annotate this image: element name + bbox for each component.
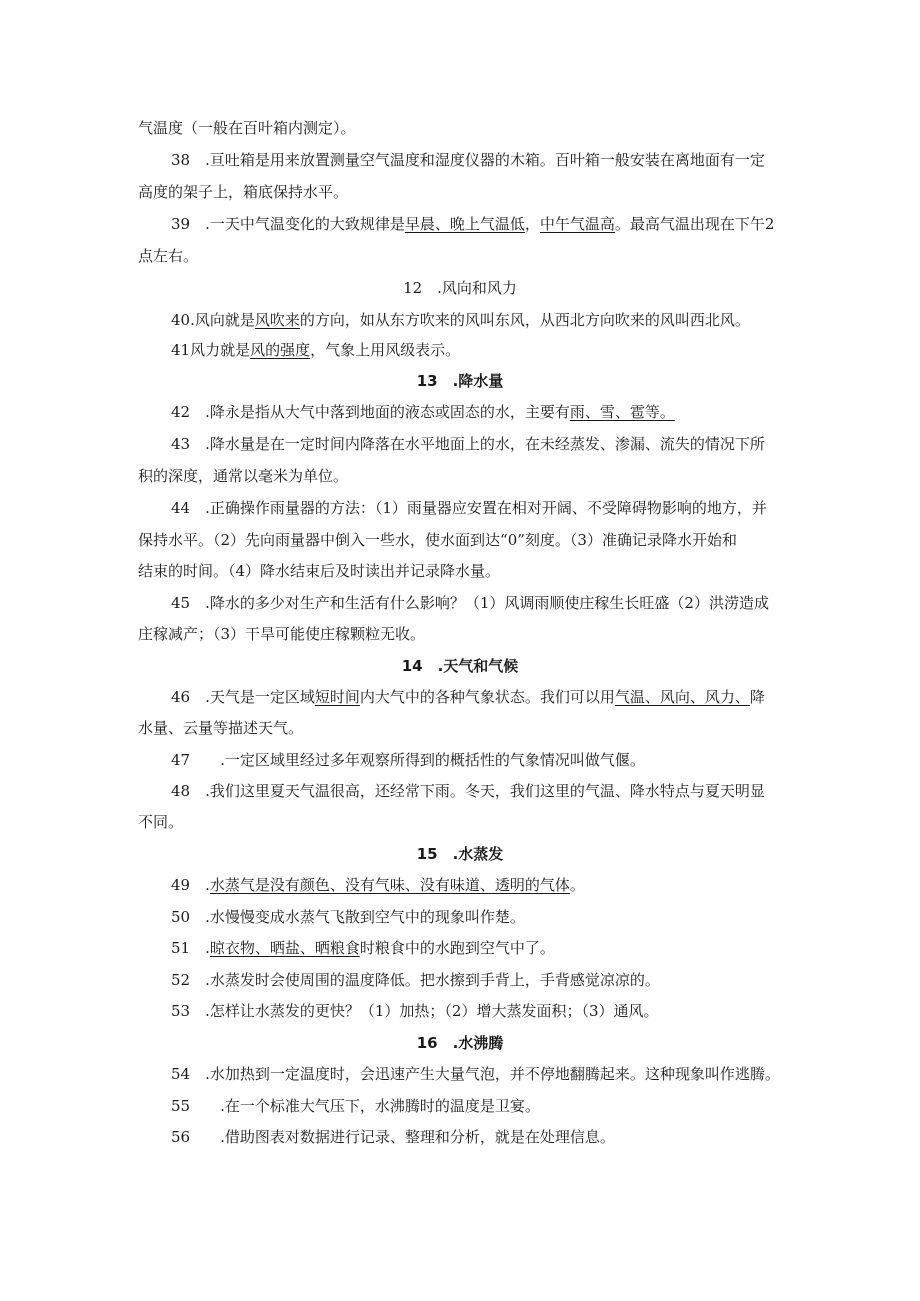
- item-38: 38 .亘吐箱是用来放置测量空气温度和湿度仪器的木箱。百叶箱一般安装在离地面有一定: [171, 151, 765, 169]
- item-43: 43 .降水量是在一定时间内降落在水平地面上的水，在未经蒸发、渗漏、流失的情况下所: [171, 435, 765, 453]
- text-line: 点左右。: [138, 247, 199, 265]
- item-51: 51 .晾衣物、晒盐、晒粮食时粮食中的水跑到空气中了。: [171, 939, 555, 957]
- section-heading-15: 15 .水蒸发: [416, 845, 504, 863]
- underlined-answer: 晾衣物、晒盐、晒粮食: [209, 939, 360, 957]
- item-48: 48 .我们这里夏天气温很高，还经常下雨。冬天，我们这里的气温、降水特点与夏天明显: [171, 782, 765, 800]
- text-line: 庄稼减产；（3）干旱可能使庄稼颗粒无收。: [138, 625, 426, 643]
- text-line: 不同。: [138, 813, 184, 831]
- section-heading-14: 14 .天气和气候: [401, 657, 519, 675]
- item-49: 49 .水蒸气是没有颜色、没有气味、没有味道、透明的气体。: [171, 876, 585, 894]
- item-40: 40.风向就是风吹来的方向，如从东方吹来的风叫东风，从西北方向吹来的风叫西北风。: [171, 311, 750, 329]
- text-line: 气温度（一般在百叶箱内测定）。: [138, 119, 356, 137]
- underlined-answer: 短时间: [314, 688, 360, 706]
- item-54: 54 .水加热到一定温度时，会迅速产生大量气泡，并不停地翻腾起来。这种现象叫作逃腾。: [171, 1065, 780, 1083]
- text-line: 保持水平。（2）先向雨量器中倒入一些水，使水面到达“0”刻度。（3）准确记录降水开始和: [138, 531, 737, 549]
- text-line: 高度的架子上，箱底保持水平。: [138, 183, 349, 201]
- item-46: 46 .天气是一定区域短时间内大气中的各种气象状态。我们可以用气温、风向、风力、降: [171, 688, 765, 706]
- item-42: 42 .降永是指从大气中落到地面的液态或固态的水，主要有雨、雪、雹等。: [171, 403, 675, 421]
- underlined-answer: 雨、雪、雹等。: [569, 403, 675, 421]
- item-56: 56 .借助图表对数据进行记录、整理和分析，就是在处理信息。: [171, 1128, 615, 1146]
- item-53: 53 .怎样让水蒸发的更快？（1）加热；（2）增大蒸发面积；（3）通风。: [171, 1002, 659, 1020]
- item-41: 41风力就是风的强度，气象上用风级表示。: [171, 341, 461, 359]
- item-52: 52 .水蒸发时会使周围的温度降低。把水擦到手背上，手背感觉凉凉的。: [171, 971, 660, 989]
- item-45: 45 .降水的多少对生产和生活有什么影响？（1）风调雨顺使庄稼生长旺盛（2）洪涝造成: [171, 594, 769, 612]
- underlined-answer: 水蒸气是没有颜色、没有气味、没有味道、透明的气体: [209, 876, 570, 894]
- item-47: 47 .一定区域里经过多年观察所得到的概括性的气象情况叫做气偃。: [171, 751, 645, 769]
- item-39: 39 .一天中气温变化的大致规律是早晨、晚上气温低，中午气温高。最高气温出现在下午2: [171, 215, 775, 233]
- underlined-answer: 早晨、晚上气温低: [404, 215, 525, 233]
- section-heading-16: 16 .水沸腾: [416, 1034, 504, 1052]
- text-line: 结束的时间。（4）降水结束后及时读出并记录降水量。: [138, 562, 501, 580]
- section-heading-13: 13 .降水量: [416, 372, 504, 390]
- underlined-answer: 风吹来: [254, 311, 300, 329]
- item-50: 50 .水慢慢变成水蒸气飞散到空气中的现象叫作楚。: [171, 908, 525, 926]
- item-55: 55 .在一个标准大气压下，水沸腾时的温度是卫宴。: [171, 1097, 540, 1115]
- underlined-answer: 风的强度: [250, 341, 311, 359]
- section-heading-12: 12 .风向和风力: [403, 279, 517, 297]
- underlined-answer: 气温、风向、风力、: [614, 688, 750, 706]
- text-line: 水量、云量等描述天气。: [138, 719, 304, 737]
- underlined-answer: 中午气温高: [539, 215, 615, 233]
- item-44: 44 .正确操作雨量器的方法：（1）雨量器应安置在相对开阔、不受障碍物影响的地方，并: [171, 499, 767, 517]
- text-line: 积的深度，通常以毫米为单位。: [138, 467, 349, 485]
